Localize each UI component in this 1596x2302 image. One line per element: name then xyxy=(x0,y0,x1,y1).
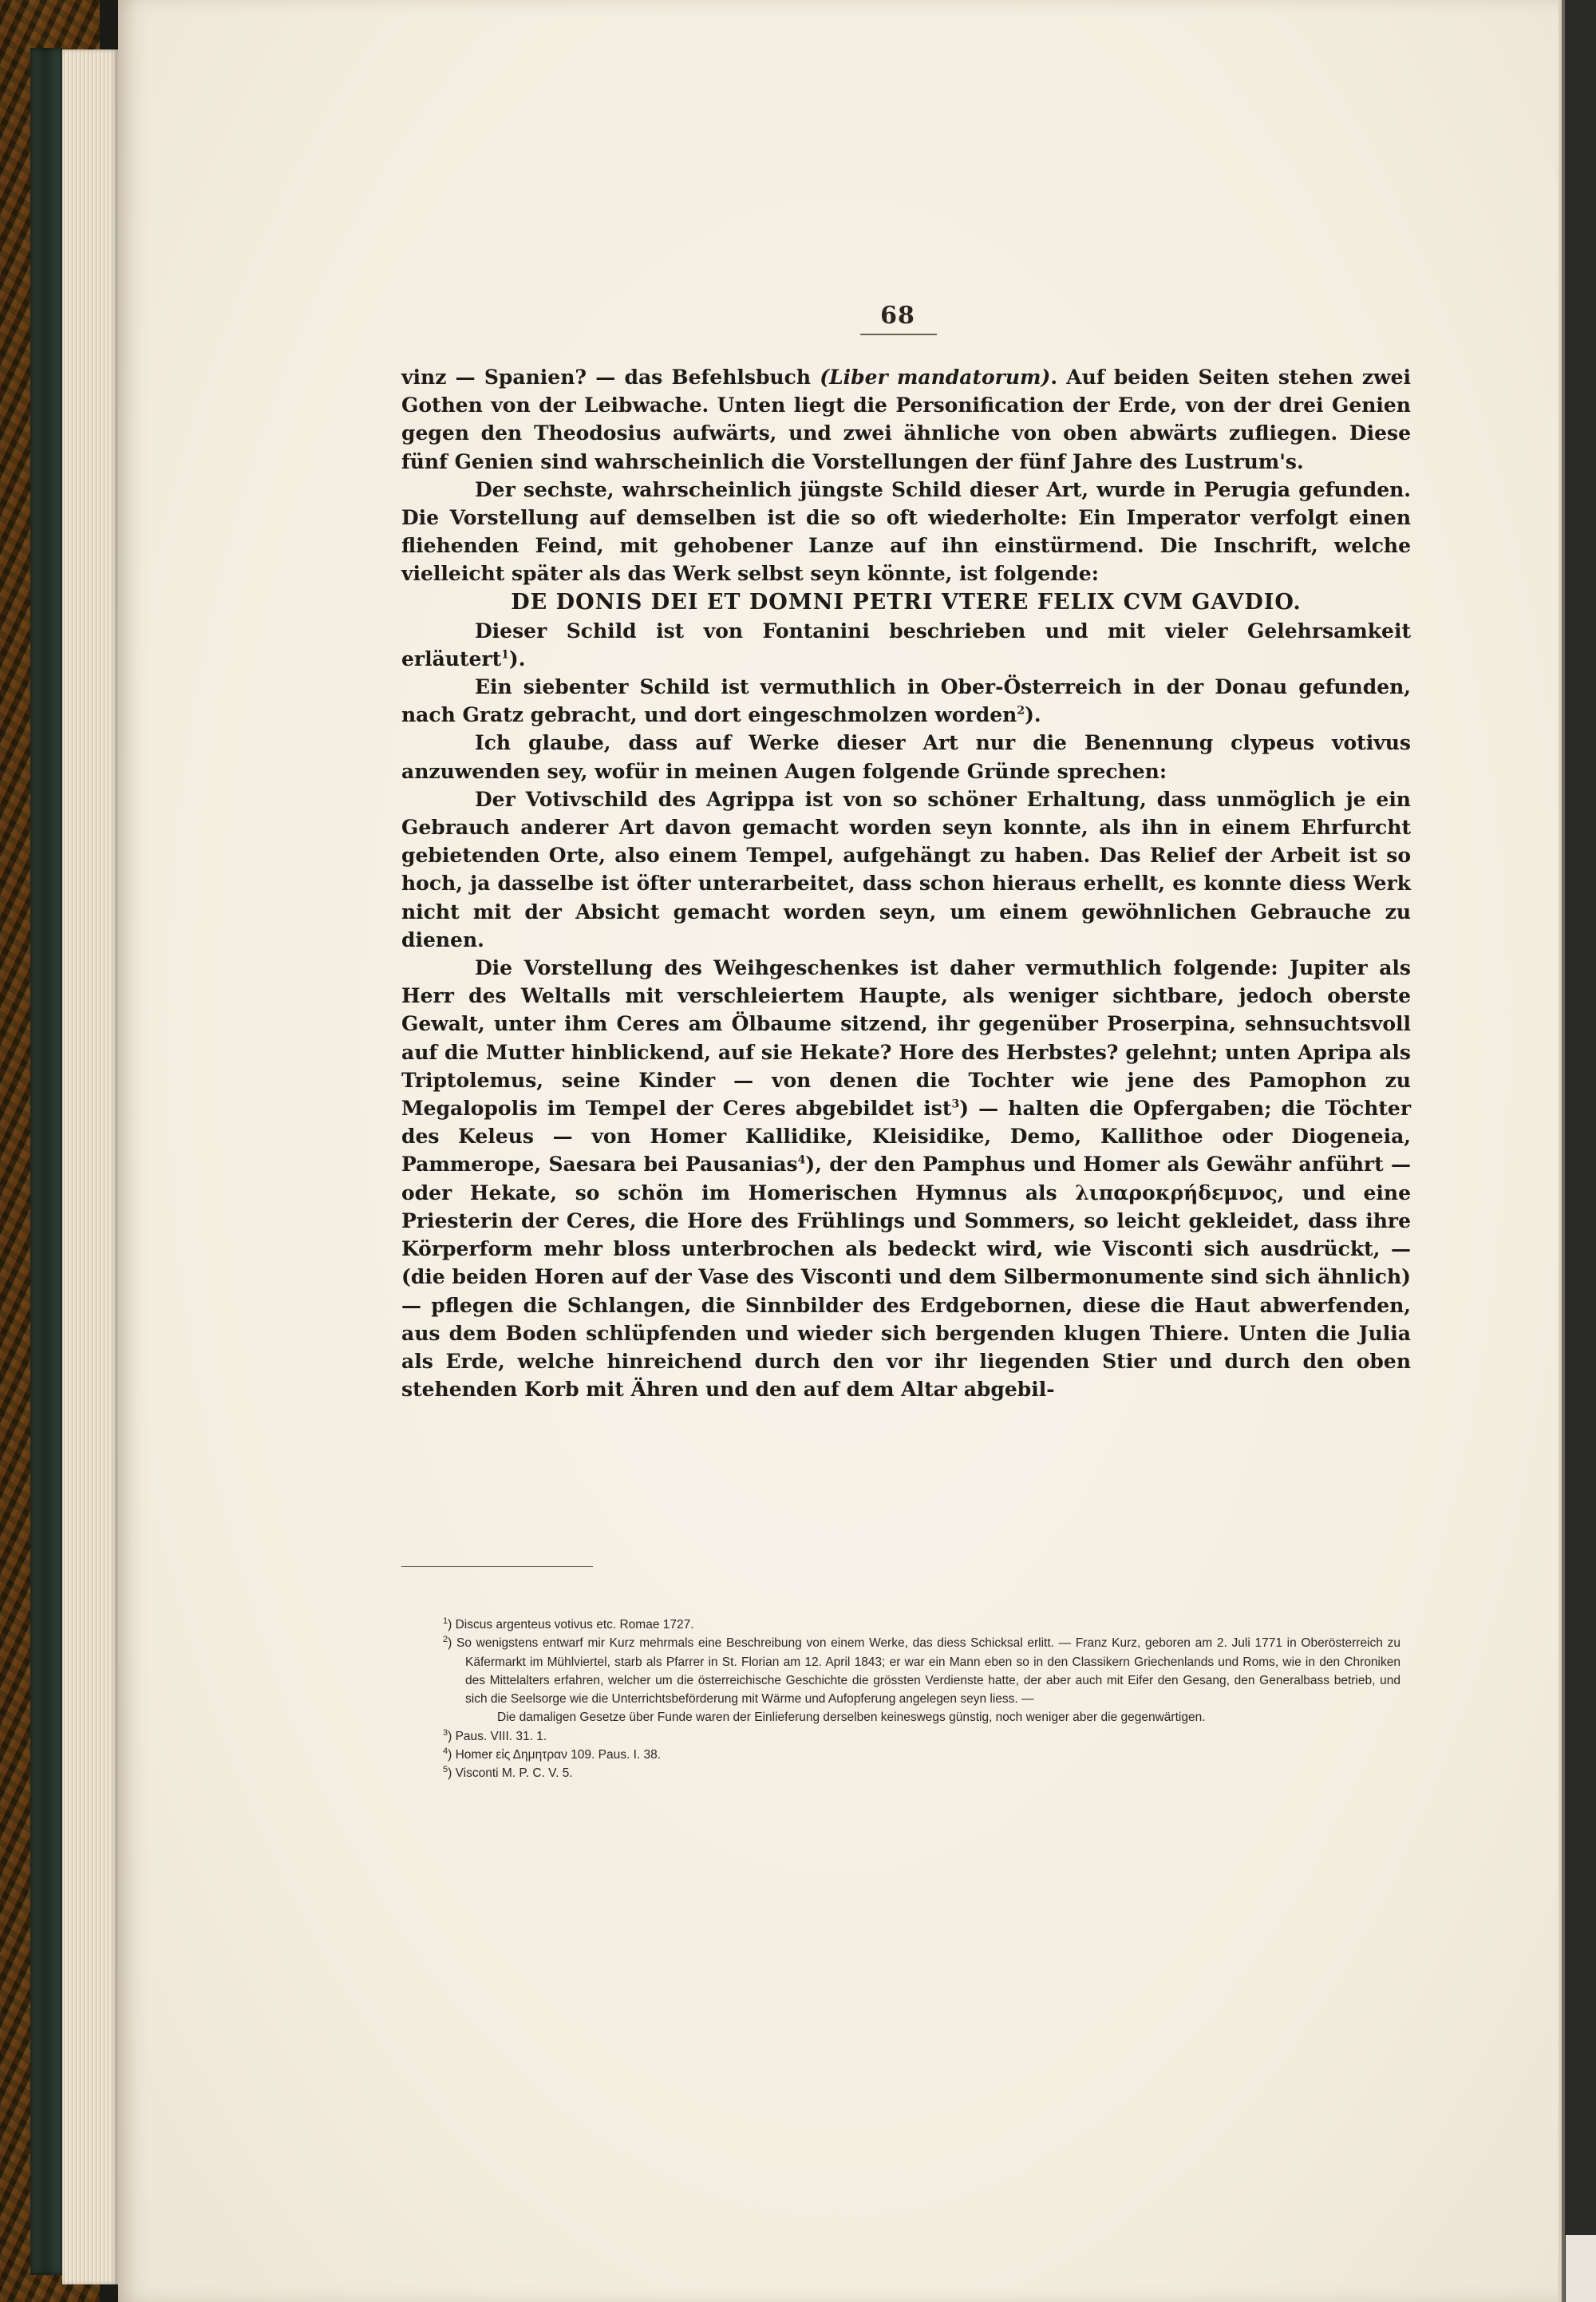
footnote-divider xyxy=(401,1566,593,1567)
text-run: Der sechste, wahrscheinlich jüngste Schild dieser Art, wurde in Perugia gefunden. Die Vorstellung auf demselben ist die so oft wiederholte: Ein Imperator verfolgt einen fliehenden Feind, mit gehobener Lanze auf ihn einstürmend. Die Inschrift, welche vielleicht später als das Werk selbst seyn könnte, ist folgende: xyxy=(401,477,1411,586)
footnote-text: So wenigstens entwarf mir Kurz mehrmals eine Beschreibung von einem Werke, das diess Schicksal erlitt. — Franz Kurz, geboren am 2. Juli 1771 in Oberösterreich zu Käfermarkt im Mühlviertel, starb als Pfarrer in St. Florian am 12. April 1843; er war ein Mann eben so in den Classikern Griechenlands und Roms, wie in den Chroniken des Mittelalters erfahren, welcher um die österreichische Geschichte die grössten Verdienste hatte, der aber auch mit Eifer den Gesang, den Generalbass betrieb, und sich die Seelsorge wie die Unterrichtsbeförderung mit Wärme und Aufopferung angelegen seyn liess. — xyxy=(456,1636,1400,1707)
page-stack-edges xyxy=(62,49,118,2284)
footnote xyxy=(443,1708,1400,1726)
footnotes xyxy=(443,1616,1400,1783)
footnote xyxy=(443,1634,1400,1708)
text-run: ) — halten die Opfergaben; die Töchter des Keleus — von Homer Kallidike, Kleisidike, Demo, Kallithoe oder Diogeneia, Pammerope, Saesara bei Pausanias xyxy=(401,1097,1411,1177)
footnote-reference: 4 xyxy=(797,1154,806,1168)
text-run: Die Vorstellung des Weihgeschenkes ist daher vermuthlich folgende: Jupiter als Herr des Weltalls mit verschleiertem Haupte, als weniger sichtbare, jedoch oberste Gewalt, unter ihm Ceres am Ölbaume sitzend, ihr gegenüber Proserpina, sehnsuchtsvoll auf die Mutter hinblickend, auf sie Hekate? Hore des Herbstes? gelehnt; unten Apripa als Triptolemus, seine Kinder — von denen die Tochter wie jene des Pamophon zu Megalopolis im Tempel der Ceres abgebildet ist xyxy=(401,956,1411,1121)
footnote-mark: 3 xyxy=(443,1727,448,1738)
footnote xyxy=(443,1764,1400,1782)
footnote xyxy=(443,1727,1400,1746)
footnote-text: Homer εἰς Δημητραν 109. Paus. I. 38. xyxy=(455,1748,662,1762)
right-page-edge xyxy=(1558,0,1596,2302)
footnote-mark: 1 xyxy=(443,1616,448,1626)
footnote-paren: ) xyxy=(448,1636,456,1651)
page-number-rule xyxy=(860,334,937,335)
footnote xyxy=(443,1616,1400,1634)
text-run: ). xyxy=(508,647,526,670)
footnote-paren: ) xyxy=(448,1618,456,1632)
text-run: Ein siebenter Schild ist vermuthlich in Ober-Österreich in der Donau gefunden, nach Gratz gebracht, und dort eingeschmolzen worden xyxy=(401,675,1411,727)
footnote xyxy=(443,1746,1400,1764)
text-run: Der Votivschild des Agrippa ist von so schöner Erhaltung, dass unmöglich je ein Gebrauch anderer Art davon gemacht worden seyn konnte, als ihn in einem Ehrfurcht gebietenden Orte, also einem Tempel, aufgehängt zu haben. Das Relief der Arbeit ist so hoch, ja dasselbe ist öfter unterarbeitet, dass schon hieraus erhellt, es konnte diess Werk nicht mit der Absicht gemacht worden seyn, um einem gewöhnlichen Gebrauche zu dienen. xyxy=(401,787,1411,951)
paragraph xyxy=(401,729,1411,785)
book-spine-edge xyxy=(30,48,62,2275)
page-number: 68 xyxy=(880,302,915,330)
footnote-mark: 5 xyxy=(443,1765,448,1775)
paragraph xyxy=(401,363,1411,476)
main-text xyxy=(401,363,1411,1403)
paragraph xyxy=(401,954,1411,1403)
paragraph xyxy=(401,673,1411,729)
footnote-mark: 4 xyxy=(443,1746,448,1756)
inscription xyxy=(401,588,1411,617)
text-run: Dieser Schild ist von Fontanini beschrieben und mit vieler Gelehrsamkeit erläutert xyxy=(401,619,1411,670)
footnote-text: Die damaligen Gesetze über Funde waren der Einlieferung derselben keineswegs günstig, noch weniger aber die gegenwärtigen. xyxy=(497,1711,1206,1725)
footnote-reference: 1 xyxy=(501,648,509,662)
footnote-paren: ) xyxy=(448,1748,456,1762)
footnote-text: Visconti M. P. C. V. 5. xyxy=(455,1766,573,1781)
text-run: Ich glaube, dass auf Werke dieser Art nur die Benennung clypeus votivus anzuwenden sey, wofür in meinen Augen folgende Gründe sprechen: xyxy=(401,731,1411,783)
footnote-mark: 2 xyxy=(443,1635,448,1645)
footnote-reference: 3 xyxy=(951,1098,960,1111)
right-edge-tab xyxy=(1566,2235,1596,2302)
footnote-text: Paus. VIII. 31. 1. xyxy=(455,1729,547,1743)
italic-text: (Liber mandatorum) xyxy=(820,366,1051,389)
paragraph xyxy=(401,476,1411,588)
text-run: vinz — Spanien? — das Befehlsbuch xyxy=(401,366,820,389)
text-run: . Auf beiden Seiten stehen zwei Gothen von der Leibwache. Unten liegt die Personification der Erde, von der drei Genien gegen den Theodosius aufwärts, und zwei ähnliche von oben abwärts zufliegen. Diese fünf Genien sind wahrscheinlich die Vorstellungen der fünf Jahre des Lustrum's. xyxy=(401,366,1411,473)
footnote-paren: ) xyxy=(448,1729,456,1743)
text-run: ). xyxy=(1025,703,1041,727)
paragraph xyxy=(401,617,1411,673)
footnote-reference: 2 xyxy=(1017,704,1025,718)
footnote-paren: ) xyxy=(448,1766,456,1781)
text-run: DE DONIS DEI ET DOMNI PETRI VTERE FELIX CVM GAVDIO. xyxy=(511,589,1302,615)
text-run: ), der den Pamphus und Homer als Gewähr anführt — oder Hekate, so schön im Homerischen Hymnus als λιπαροκρήδεμνος, und eine Priesterin der Ceres, die Hore des Frühlings und Sommers, so leicht gekleidet, dass ihre Körperform mehr bloss unterbrochen als bedeckt wird, wie Visconti sich ausdrückt, — (die beiden Horen auf der Vase des Visconti und dem Silbermonumente sind sich ähnlich) — pflegen die Schlangen, die Sinnbilder des Erdgebornen, diese die Haut abwerfenden, aus dem Boden schlüpfenden und wieder sich bergenden klugen Thiere. Unten die Julia als Erde, welche hinreichend durch den vor ihr liegenden Stier und durch den oben stehenden Korb mit Ähren und den auf dem Altar abgebil- xyxy=(401,1153,1412,1402)
footnote-text: Discus argenteus votivus etc. Romae 1727. xyxy=(455,1618,694,1632)
paragraph xyxy=(401,785,1411,954)
